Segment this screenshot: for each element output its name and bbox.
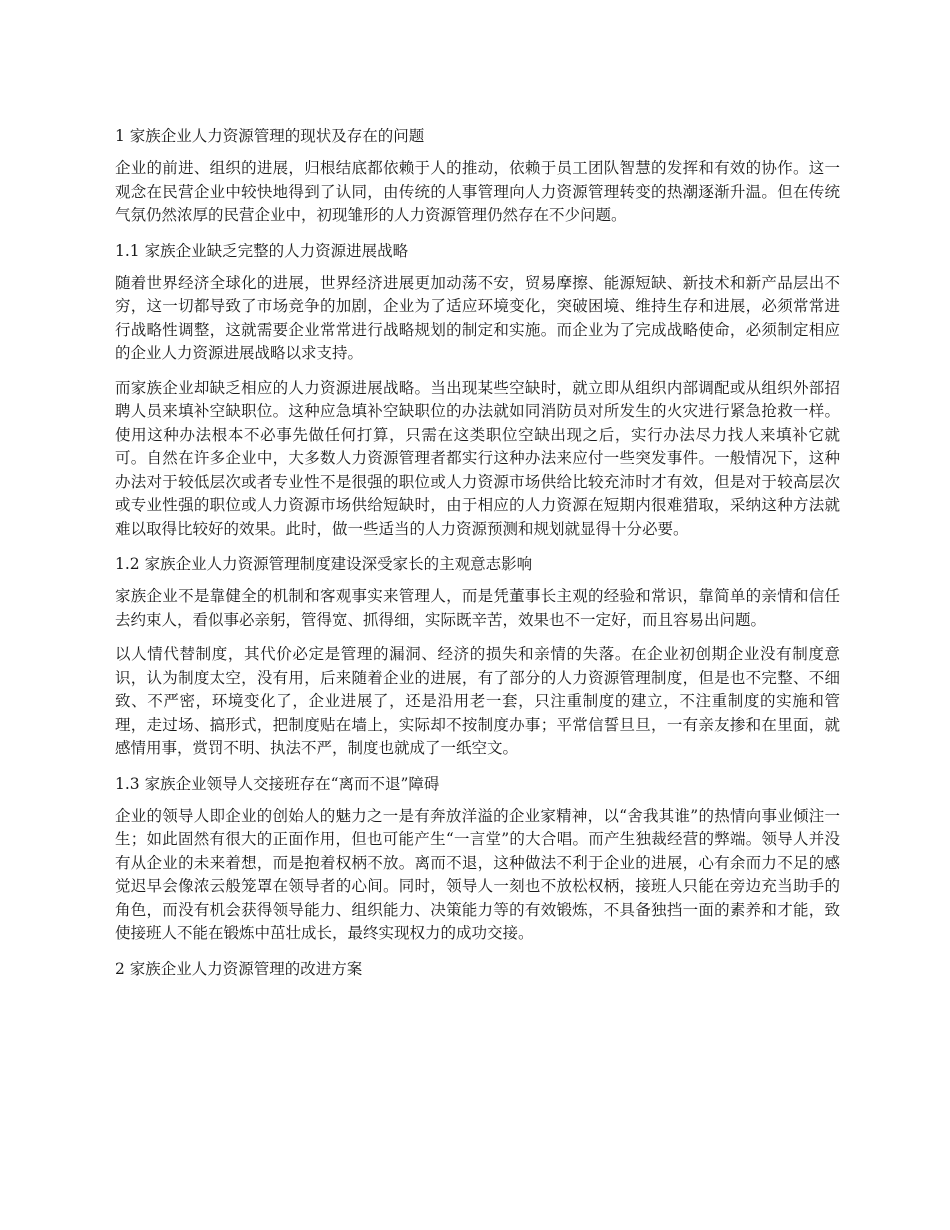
document-body <box>115 124 840 990</box>
paragraph-intro: 企业的前进、组织的进展，归根结底都依赖于人的推动，依赖于员工团队智慧的发挥和有效的协作。这一观念在民营企业中较快地得到了认同，由传统的人事管理向人力资源管理转变的热潮逐渐升温。但在传统气氛仍然浓厚的民营企业中，初现雏形的人力资源管理仍然存在不少问题。 <box>115 159 840 224</box>
section-heading-1-2: 1.2 家族企业人力资源管理制度建设深受家长的主观意志影响 <box>115 555 533 573</box>
paragraph-system-influence: 家族企业不是靠健全的机制和客观事实来管理人，而是凭董事长主观的经验和常识，靠简单的亲情和信任去约束人，看似事必亲躬，管得宽、抓得细，实际既辛苦，效果也不一定好，而且容易出问题。 <box>115 587 840 629</box>
paragraph-strategy-lack: 而家族企业却缺乏相应的人力资源进展战略。当出现某些空缺时，就立即从组织内部调配或从组织外部招聘人员来填补空缺职位。这种应急填补空缺职位的办法就如同消防员对所发生的火灾进行紧急抢救一样。使用这种办法根本不必事先做任何打算，只需在这类职位空缺出现之后，实行办法尽力找人来填补它就可。自然在许多企业中，大多数人力资源管理者都实行这种办法来应付一些突发事件。一般情况下，这种办法对于较低层次或者专业性不是很强的职位或人力资源市场供给比较充沛时才有效，但是对于较高层次或专业性强的职位或人力资源市场供给短缺时，由于相应的人力资源在短期内很难猎取，采纳这种方法就难以取得比较好的效果。此时，做一些适当的人力资源预测和规划就显得十分必要。 <box>115 378 840 538</box>
section-heading-1: 1 家族企业人力资源管理的现状及存在的问题 <box>115 127 425 145</box>
section-heading-1-3: 1.3 家族企业领导人交接班存在“离而不退”障碍 <box>115 774 440 793</box>
paragraph-strategy-context: 随着世界经济全球化的进展，世界经济进展更加动荡不安，贸易摩擦、能源短缺、新技术和新产品层出不穷，这一切都导致了市场竞争的加剧，企业为了适应环境变化，突破困境、维持生存和进展，必须常常进行战略性调整，这就需要企业常常进行战略规划的制定和实施。而企业为了完成战略使命，必须制定相应的企业人力资源进展战略以求支持。 <box>115 273 840 362</box>
paragraph-succession: 企业的领导人即企业的创始人的魅力之一是有奔放洋溢的企业家精神，以“舍我其谁”的热情向事业倾注一生；如此固然有很大的正面作用，但也可能产生“一言堂”的大合唱。而产生独裁经营的弊端。领导人并没有从企业的未来着想，而是抱着权柄不放。离而不退，这种做法不利于企业的进展，心有余而力不足的感觉迟早会像浓云般笼罩在领导者的心间。同时，领导人一刻也不放松权柄，接班人只能在旁边充当助手的角色，而没有机会获得领导能力、组织能力、决策能力等的有效锻炼，不具备独挡一面的素养和才能，致使接班人不能在锻炼中茁壮成长，最终实现权力的成功交接。 <box>115 806 840 942</box>
section-heading-1-1: 1.1 家族企业缺乏完整的人力资源进展战略 <box>115 241 409 260</box>
paragraph-human-vs-system: 以人情代替制度，其代价必定是管理的漏洞、经济的损失和亲情的失落。在企业初创期企业没有制度意识，认为制度太空，没有用，后来随着企业的进展，有了部分的人力资源管理制度，但是也不完整、不细致、不严密，环境变化了，企业进展了，还是沿用老一套，只注重制度的建立，不注重制度的实施和管理，走过场、搞形式，把制度贴在墙上，实际却不按制度办事；平常信誓旦旦，一有亲友掺和在里面，就感情用事，赏罚不明、执法不严，制度也就成了一纸空文。 <box>115 645 840 757</box>
section-heading-2: 2 家族企业人力资源管理的改进方案 <box>115 959 363 978</box>
